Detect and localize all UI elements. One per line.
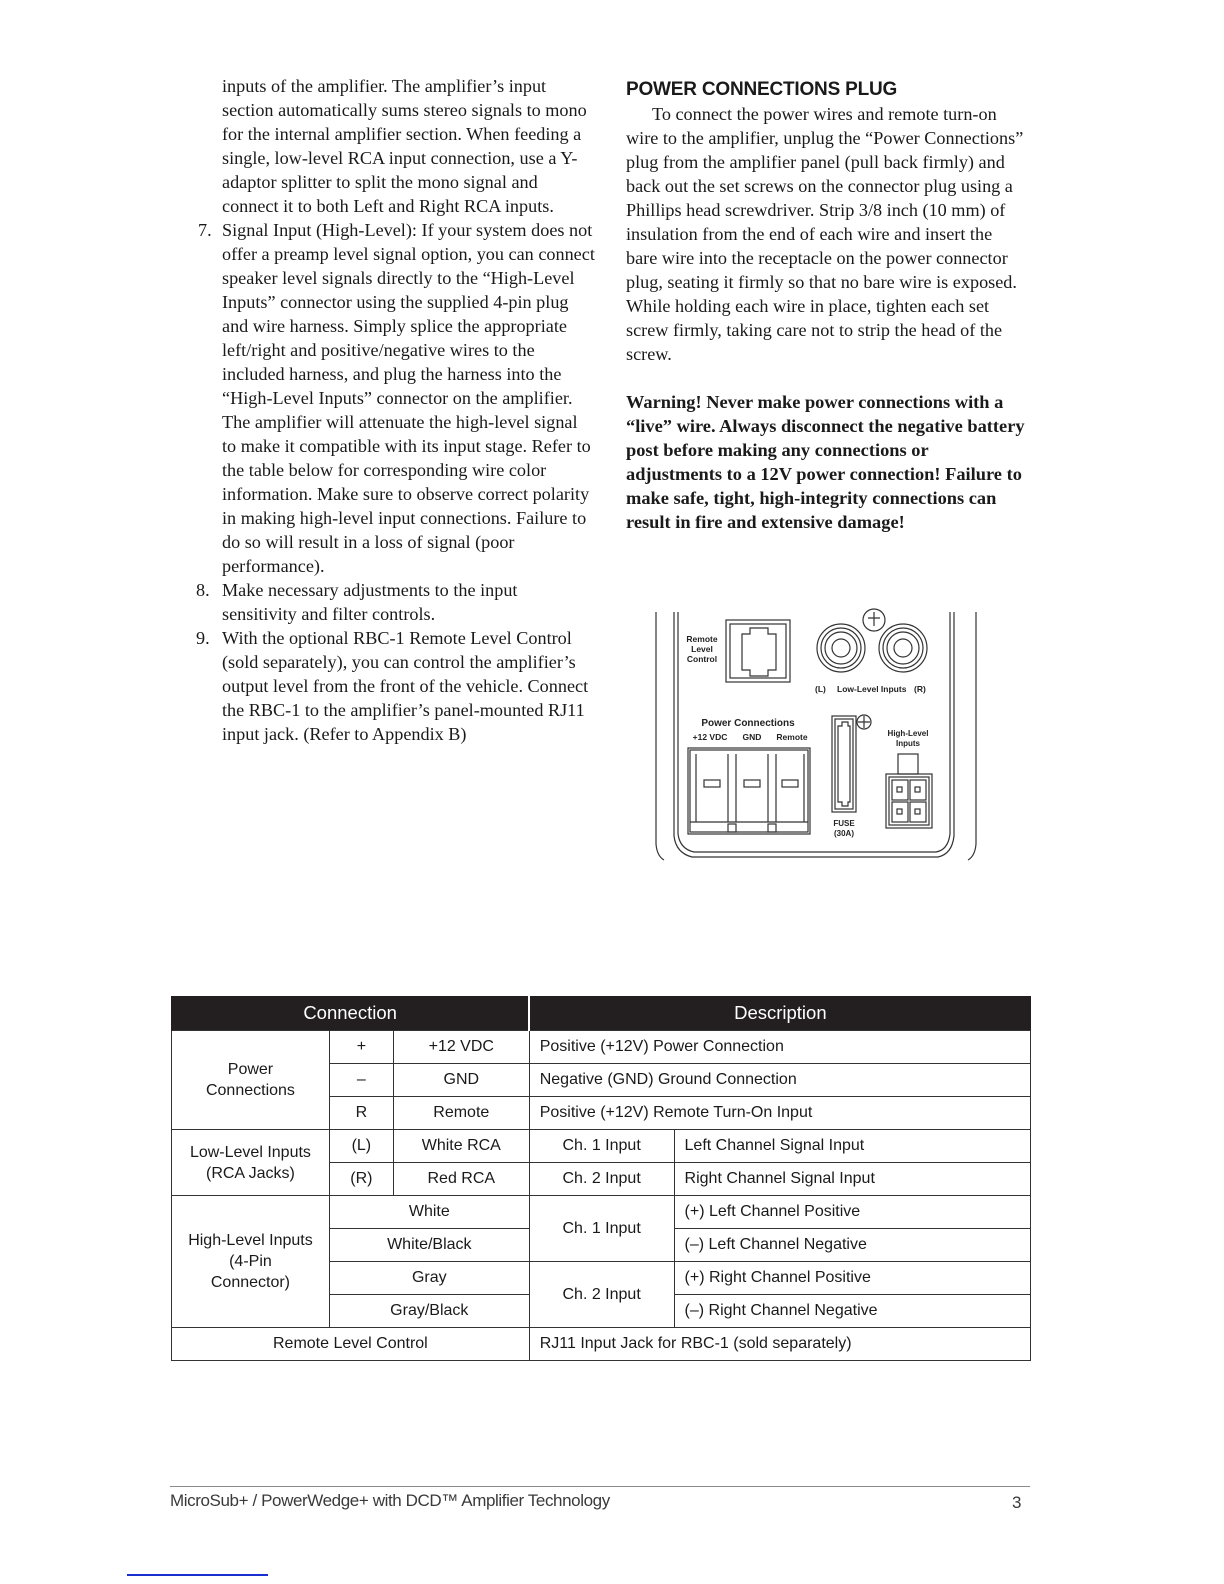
terminal-remote-label: Remote [776, 732, 808, 742]
fuse-label: FUSE [833, 819, 855, 828]
description-cell: Left Channel Signal Input [674, 1130, 1030, 1163]
name-cell: White RCA [393, 1130, 529, 1163]
connection-table [171, 996, 1031, 1361]
rca-jack-right-icon [879, 624, 927, 672]
table-row [172, 1031, 1031, 1064]
list-number: 8. [196, 580, 210, 600]
amplifier-panel-diagram [652, 608, 982, 866]
remote-level-control-cell: Remote Level Control [172, 1328, 530, 1361]
channel-cell: Ch. 2 Input [529, 1163, 674, 1196]
terminal-12vdc-label: +12 VDC [692, 732, 728, 742]
symbol-cell: (L) [329, 1130, 393, 1163]
channel-cell: Ch. 2 Input [529, 1262, 674, 1328]
footer-title: MicroSub+ / PowerWedge+ with DCD™ Amplifier Technology [170, 1491, 610, 1510]
description-cell: (–) Left Channel Negative [674, 1229, 1030, 1262]
high-level-label-2: Inputs [896, 739, 920, 748]
screw-icon [863, 609, 885, 631]
description-cell: Right Channel Signal Input [674, 1163, 1030, 1196]
link-underline [127, 1574, 268, 1576]
rca-right-label: (R) [914, 684, 926, 694]
high-level-inputs-group: High-Level Inputs (4-Pin Connector) [172, 1196, 330, 1328]
warning-paragraph: Warning! Never make power connections with a “live” wire. Always disconnect the negative battery post before making any connections or adjustments to a 12V power connection! Failure to make safe, tight, high-integrity connections can result in fire and extensive damage! [626, 392, 1025, 532]
fuse-holder-icon [832, 715, 871, 812]
left-column [196, 74, 596, 746]
list-number: 9. [196, 628, 210, 648]
rj11-jack-icon [726, 620, 790, 682]
description-cell: Negative (GND) Ground Connection [529, 1064, 1030, 1097]
description-cell: RJ11 Input Jack for RBC-1 (sold separately) [529, 1328, 1030, 1361]
high-level-label-1: High-Level [887, 729, 929, 738]
symbol-cell: – [329, 1064, 393, 1097]
channel-cell: Ch. 1 Input [529, 1130, 674, 1163]
continued-paragraph: inputs of the amplifier. The amplifier’s input section automatically sums stereo signals to mono for the internal amplifier section. When feeding a single, low-level RCA input connection, use a Y-adaptor splitter to split the mono signal and connect it to both Left and Right RCA inputs. [222, 76, 587, 216]
wire-color-cell: White [329, 1196, 529, 1229]
wire-color-cell: Gray [329, 1262, 529, 1295]
list-item-text: Make necessary adjustments to the input sensitivity and filter controls. [222, 580, 518, 624]
symbol-cell: + [329, 1031, 393, 1064]
low-level-inputs-label: Low-Level Inputs [837, 684, 907, 694]
terminal-gnd-label: GND [742, 732, 762, 742]
table-row [172, 1196, 1031, 1229]
name-cell: +12 VDC [393, 1031, 529, 1064]
description-header: Description [529, 996, 1030, 1031]
four-pin-connector-icon [886, 754, 932, 828]
symbol-cell: R [329, 1097, 393, 1130]
description-cell: (+) Left Channel Positive [674, 1196, 1030, 1229]
channel-cell: Ch. 1 Input [529, 1196, 674, 1262]
table-header-row [172, 996, 1031, 1031]
list-item-text: With the optional RBC-1 Remote Level Control (sold separately), you can control the amplifier’s output level from the front of the vehicle. Connect the RBC-1 to the amplifier’s panel-mounted RJ11 input jack. (Refer to Appendix B) [222, 628, 589, 744]
connection-header: Connection [172, 996, 530, 1031]
description-cell: (+) Right Channel Positive [674, 1262, 1030, 1295]
remote-label-3: Control [686, 654, 718, 664]
footer-divider [170, 1486, 1030, 1487]
description-cell: Positive (+12V) Power Connection [529, 1031, 1030, 1064]
list-item-9 [196, 626, 596, 746]
power-connections-group: Power Connections [172, 1031, 330, 1130]
power-connections-label: Power Connections [701, 718, 795, 729]
rca-jack-left-icon [817, 624, 865, 672]
remote-label-2: Level [691, 644, 713, 654]
fuse-rating-label: (30A) [833, 829, 855, 838]
list-item-8 [196, 578, 596, 626]
description-cell: (–) Right Channel Negative [674, 1295, 1030, 1328]
table-row [172, 1130, 1031, 1163]
symbol-cell: (R) [329, 1163, 393, 1196]
list-item-7 [196, 218, 596, 578]
table-row [172, 1328, 1031, 1361]
section-heading: POWER CONNECTIONS PLUG [626, 79, 898, 100]
right-column [626, 78, 1026, 534]
list-item-text: Signal Input (High-Level): If your system does not offer a preamp level signal option, you can connect speaker level signals directly to the “High-Level Inputs” connector using the supplied 4-pin plug and wire harness. Simply splice the appropriate left/right and positive/negative wires to the included harness, and plug the harness into the “High-Level Inputs” connector on the amplifier. The amplifier will attenuate the high-level signal to make it compatible with its input stage. Refer to the table below for corresponding wire color information. Make sure to observe correct polarity in making high-level input connections. Failure to do so will result in a loss of signal (poor performance). [222, 220, 595, 576]
power-terminal-block-icon [688, 748, 810, 834]
low-level-inputs-group: Low-Level Inputs (RCA Jacks) [172, 1130, 330, 1196]
name-cell: Remote [393, 1097, 529, 1130]
description-cell: Positive (+12V) Remote Turn-On Input [529, 1097, 1030, 1130]
list-number: 7. [198, 220, 212, 240]
remote-label-1: Remote [686, 634, 718, 644]
name-cell: Red RCA [393, 1163, 529, 1196]
wire-color-cell: Gray/Black [329, 1295, 529, 1328]
rca-left-label: (L) [815, 684, 826, 694]
power-plug-instructions: To connect the power wires and remote turn-on wire to the amplifier, unplug the “Power Connections” plug from the amplifier panel (pull back firmly) and back out the set screws on the connector plug using a Phillips head screwdriver. Strip 3/8 inch (10 mm) of insulation from the end of each wire and insert the bare wire into the receptacle on the power connector plug, seating it firmly so that no bare wire is exposed. While holding each wire in place, tighten each set screw firmly, taking care not to strip the head of the screw. [626, 104, 1024, 364]
page-number: 3 [1012, 1493, 1022, 1512]
wire-color-cell: White/Black [329, 1229, 529, 1262]
name-cell: GND [393, 1064, 529, 1097]
